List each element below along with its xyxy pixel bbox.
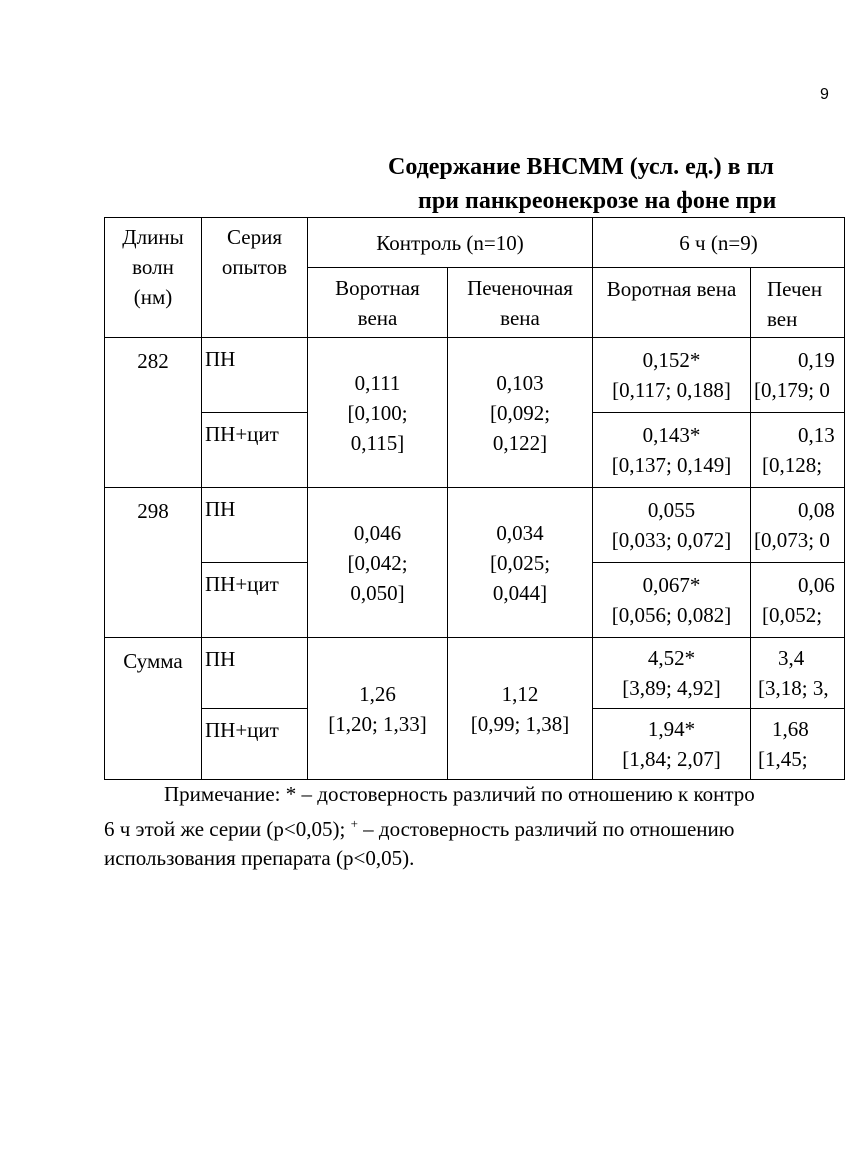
range-start: [0,100;	[347, 400, 408, 425]
range: [0,073; 0	[754, 528, 830, 552]
table-title-line-1: Содержание ВНСММ (усл. ед.) в пл	[388, 154, 774, 180]
value: 0,143*	[642, 423, 701, 447]
series-cell: ПН+цит	[202, 413, 308, 488]
h6-portal-cell	[593, 413, 751, 488]
header-wavelength-label: Длины волн (нм)	[122, 225, 184, 309]
h6-hepatic-cell	[751, 488, 845, 563]
value: 0,152*	[642, 348, 701, 372]
h6-portal-cell	[593, 638, 751, 709]
series-cell: ПН	[202, 338, 308, 413]
range: [1,20; 1,33]	[328, 711, 427, 736]
h6-hepatic-cell	[751, 338, 845, 413]
range-end: 0,044]	[492, 580, 548, 605]
page-number: 9	[820, 86, 829, 103]
header-6h-portal-vein: Воротная вена	[593, 268, 751, 338]
value: 0,19	[798, 348, 835, 372]
header-row-1	[105, 218, 845, 268]
header-series	[202, 218, 308, 338]
range: [0,056; 0,082]	[611, 603, 732, 627]
range: [3,89; 4,92]	[622, 676, 721, 700]
table-row	[105, 638, 845, 709]
wavelength-cell: Сумма	[105, 638, 202, 780]
control-hepatic-cell	[448, 638, 593, 780]
series-cell: ПН	[202, 488, 308, 563]
series-cell: ПН+цит	[202, 709, 308, 780]
wavelength-cell: 298	[105, 488, 202, 638]
range: [1,84; 2,07]	[622, 747, 721, 771]
range: [3,18; 3,	[758, 676, 829, 700]
h6-portal-cell	[593, 563, 751, 638]
header-series-label: Серия опытов	[221, 225, 288, 279]
table-note	[104, 780, 755, 873]
range: [0,137; 0,149]	[611, 453, 732, 477]
note-line-2	[104, 809, 755, 844]
h6-hepatic-cell	[751, 413, 845, 488]
range: [0,128;	[762, 453, 823, 477]
h6-hepatic-cell	[751, 709, 845, 780]
control-portal-cell	[308, 488, 448, 638]
value: 4,52*	[647, 646, 696, 670]
header-6h: 6 ч (n=9)	[593, 218, 845, 268]
control-portal-cell	[308, 338, 448, 488]
h6-portal-cell	[593, 338, 751, 413]
series-cell: ПН	[202, 638, 308, 709]
table-title-line-2: при панкреонекрозе на фоне при	[418, 188, 777, 214]
range: [0,99; 1,38]	[470, 711, 570, 736]
value: 0,046	[353, 520, 402, 545]
value: 0,08	[798, 498, 835, 522]
control-hepatic-cell	[448, 488, 593, 638]
value: 0,034	[496, 520, 544, 545]
note-line-2-start: 6 ч этой же серии (р<0,05);	[104, 817, 351, 841]
value: 0,111	[354, 370, 401, 395]
value: 1,94*	[647, 717, 696, 741]
value: 1,26	[359, 681, 396, 706]
control-hepatic-cell	[448, 338, 593, 488]
value: 0,103	[496, 370, 544, 395]
range: [0,179; 0	[754, 378, 830, 402]
value: 1,12	[501, 681, 539, 706]
h6-hepatic-cell	[751, 563, 845, 638]
note-line-1: Примечание: * – достоверность различий по отношению к контро	[164, 782, 755, 806]
note-plus-mark: +	[350, 816, 358, 831]
header-control-portal-vein: Воротная вена	[308, 268, 448, 338]
range: [0,052;	[762, 603, 823, 627]
range-end: 0,122]	[492, 430, 548, 455]
value: 0,13	[798, 423, 835, 447]
control-portal-cell	[308, 638, 448, 780]
value: 1,68	[772, 717, 809, 741]
h6-hepatic-cell	[751, 638, 845, 709]
h6-portal-cell	[593, 709, 751, 780]
range-start: [0,042;	[347, 550, 408, 575]
range: [0,117; 0,188]	[612, 378, 731, 402]
range-end: 0,050]	[350, 580, 405, 605]
header-6h-hepatic-vein: Печен вен	[751, 268, 845, 338]
range: [1,45;	[758, 747, 808, 771]
header-wavelength	[105, 218, 202, 338]
range-start: [0,025;	[489, 550, 551, 575]
value: 0,055	[647, 498, 696, 522]
note-line-2-end: – достоверность различий по отношению	[357, 817, 735, 841]
range-end: 0,115]	[350, 430, 405, 455]
table-row	[105, 338, 845, 413]
header-control: Контроль (n=10)	[308, 218, 593, 268]
value: 3,4	[778, 646, 805, 670]
results-table	[104, 217, 845, 780]
table-row	[105, 488, 845, 563]
wavelength-cell: 282	[105, 338, 202, 488]
range-start: [0,092;	[489, 400, 551, 425]
value: 0,067*	[642, 573, 701, 597]
series-cell: ПН+цит	[202, 563, 308, 638]
header-control-hepatic-vein: Печеночная вена	[448, 268, 593, 338]
h6-portal-cell	[593, 488, 751, 563]
note-line-3: использования препарата (р<0,05).	[104, 846, 415, 870]
value: 0,06	[798, 573, 835, 597]
range: [0,033; 0,072]	[611, 528, 732, 552]
